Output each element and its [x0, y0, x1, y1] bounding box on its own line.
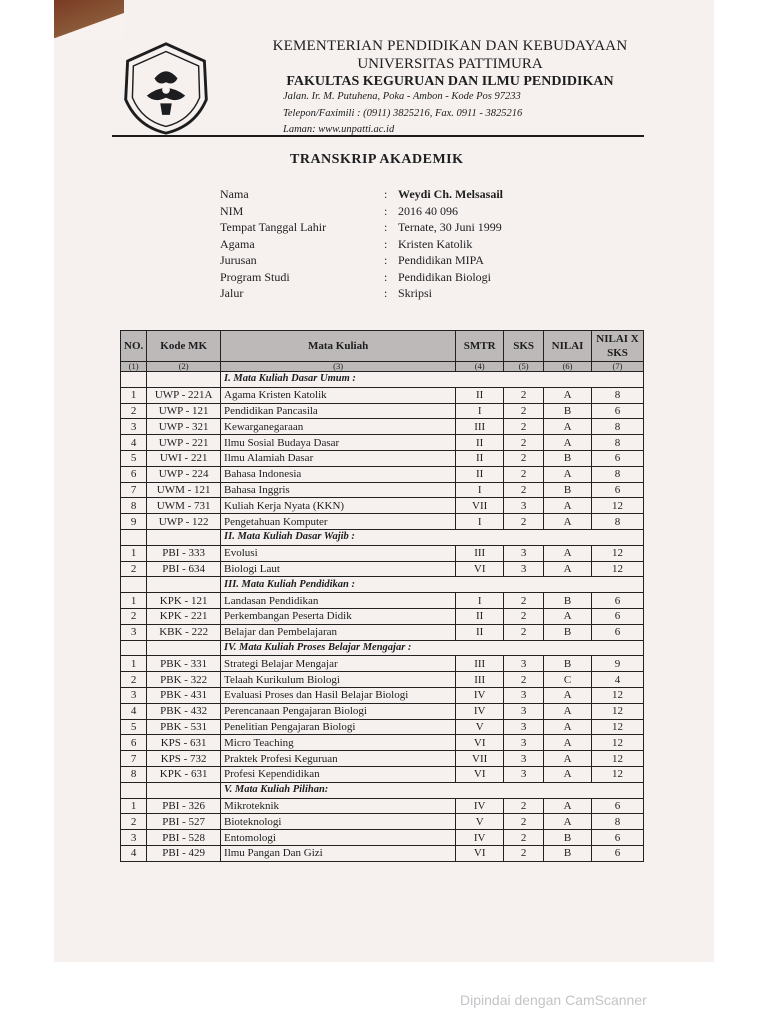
info-value: Pendidikan MIPA: [398, 253, 484, 267]
transcript-table: [120, 330, 644, 862]
grade: B: [544, 656, 592, 672]
info-row: [220, 204, 503, 221]
grade: A: [544, 387, 592, 403]
grade-points: 12: [592, 545, 644, 561]
table-row: [121, 735, 644, 751]
info-label: Jurusan: [220, 253, 257, 267]
course-name: Ilmu Alamiah Dasar: [221, 450, 456, 466]
info-row: [220, 253, 503, 270]
row-number: 1: [121, 593, 147, 609]
info-row: [220, 270, 503, 287]
credits: 2: [504, 608, 544, 624]
table-row: [121, 798, 644, 814]
grade-points: 6: [592, 482, 644, 498]
credits: 2: [504, 672, 544, 688]
info-colon: :: [384, 269, 388, 284]
column-header: SMTR: [456, 331, 504, 362]
semester: IV: [456, 798, 504, 814]
scanner-watermark: Dipindai dengan CamScanner: [460, 992, 647, 1008]
column-header: NILAI X SKS: [592, 331, 644, 362]
credits: 2: [504, 814, 544, 830]
course-code: UWP - 221A: [147, 387, 221, 403]
table-row: [121, 419, 644, 435]
table-row: [121, 719, 644, 735]
grade-points: 12: [592, 687, 644, 703]
course-name: Profesi Kependidikan: [221, 766, 456, 782]
table-row: [121, 703, 644, 719]
row-number: 3: [121, 419, 147, 435]
student-info: [220, 187, 503, 303]
column-index: (5): [504, 362, 544, 372]
course-code: UWM - 731: [147, 498, 221, 514]
semester: VI: [456, 766, 504, 782]
course-name: Pendidikan Pancasila: [221, 403, 456, 419]
credits: 3: [504, 656, 544, 672]
grade-points: 6: [592, 845, 644, 861]
course-name: Mikroteknik: [221, 798, 456, 814]
grade: A: [544, 719, 592, 735]
info-colon: :: [384, 253, 388, 267]
credits: 2: [504, 482, 544, 498]
course-code: UWI - 221: [147, 450, 221, 466]
credits: 2: [504, 466, 544, 482]
grade: B: [544, 624, 592, 640]
grade: A: [544, 735, 592, 751]
semester: IV: [456, 703, 504, 719]
info-row: [220, 237, 503, 254]
grade-points: 8: [592, 419, 644, 435]
info-colon: :: [384, 220, 388, 234]
credits: 3: [504, 766, 544, 782]
course-name: Ilmu Pangan Dan Gizi: [221, 845, 456, 861]
course-name: Praktek Profesi Keguruan: [221, 751, 456, 767]
course-code: PBK - 331: [147, 656, 221, 672]
info-value: Pendidikan Biologi: [398, 269, 491, 284]
column-header: SKS: [504, 331, 544, 362]
course-name: Perencanaan Pengajaran Biologi: [221, 703, 456, 719]
row-number: 4: [121, 435, 147, 451]
grade: A: [544, 814, 592, 830]
column-header: NO.: [121, 331, 147, 362]
table-row: [121, 498, 644, 514]
row-number: 8: [121, 498, 147, 514]
info-label: Nama: [220, 187, 249, 201]
table-row: [121, 687, 644, 703]
course-code: PBI - 528: [147, 830, 221, 846]
course-name: Landasan Pendidikan: [221, 593, 456, 609]
credits: 2: [504, 845, 544, 861]
course-name: Micro Teaching: [221, 735, 456, 751]
section-row: [121, 372, 644, 388]
course-code: PBK - 531: [147, 719, 221, 735]
credits: 2: [504, 419, 544, 435]
info-label: NIM: [220, 203, 244, 218]
info-row: [220, 220, 503, 237]
university-logo-icon: [118, 40, 214, 136]
course-code: UWP - 122: [147, 514, 221, 530]
column-index: (7): [592, 362, 644, 372]
course-code: KPK - 121: [147, 593, 221, 609]
credits: 3: [504, 545, 544, 561]
row-number: 3: [121, 624, 147, 640]
grade: B: [544, 593, 592, 609]
credits: 2: [504, 403, 544, 419]
semester: III: [456, 672, 504, 688]
row-number: 1: [121, 387, 147, 403]
course-code: PBI - 634: [147, 561, 221, 577]
grade: A: [544, 466, 592, 482]
table-row: [121, 608, 644, 624]
info-value: Skripsi: [398, 286, 433, 300]
course-code: KPK - 631: [147, 766, 221, 782]
semester: IV: [456, 830, 504, 846]
grade-points: 6: [592, 608, 644, 624]
column-index: (1): [121, 362, 147, 372]
row-number: 7: [121, 751, 147, 767]
grade-points: 6: [592, 624, 644, 640]
credits: 2: [504, 435, 544, 451]
semester: IV: [456, 687, 504, 703]
table-row: [121, 624, 644, 640]
credits: 3: [504, 751, 544, 767]
website-line: Laman: www.unpatti.ac.id: [283, 124, 395, 135]
column-index: (2): [147, 362, 221, 372]
credits: 3: [504, 735, 544, 751]
course-name: Ilmu Sosial Budaya Dasar: [221, 435, 456, 451]
row-number: 1: [121, 798, 147, 814]
university-name: UNIVERSITAS PATTIMURA: [357, 56, 543, 72]
header-divider: [112, 135, 644, 137]
table-row: [121, 561, 644, 577]
address-line: Jalan. Ir. M. Putuhena, Poka - Ambon - Kode Pos 97233: [283, 91, 521, 102]
grade-points: 12: [592, 498, 644, 514]
info-row: [220, 187, 503, 204]
course-name: Perkembangan Peserta Didik: [221, 608, 456, 624]
info-colon: :: [384, 236, 388, 251]
semester: III: [456, 419, 504, 435]
semester: I: [456, 514, 504, 530]
grade: A: [544, 545, 592, 561]
column-header: Kode MK: [147, 331, 221, 362]
course-name: Penelitian Pengajaran Biologi: [221, 719, 456, 735]
row-number: 3: [121, 687, 147, 703]
semester: III: [456, 656, 504, 672]
grade-points: 8: [592, 466, 644, 482]
row-number: 1: [121, 656, 147, 672]
credits: 2: [504, 514, 544, 530]
course-code: UWP - 321: [147, 419, 221, 435]
table-row: [121, 403, 644, 419]
row-number: 6: [121, 735, 147, 751]
semester: VI: [456, 561, 504, 577]
course-code: KBK - 222: [147, 624, 221, 640]
info-value: Kristen Katolik: [398, 236, 473, 251]
row-number: 9: [121, 514, 147, 530]
row-number: 5: [121, 719, 147, 735]
row-number: 6: [121, 466, 147, 482]
credits: 3: [504, 703, 544, 719]
course-name: Biologi Laut: [221, 561, 456, 577]
grade-points: 12: [592, 719, 644, 735]
credits: 2: [504, 387, 544, 403]
course-name: Belajar dan Pembelajaran: [221, 624, 456, 640]
row-number: 5: [121, 450, 147, 466]
table-row: [121, 845, 644, 861]
page-title: TRANSKRIP AKADEMIK: [290, 152, 464, 167]
grade-points: 8: [592, 814, 644, 830]
grade-points: 6: [592, 798, 644, 814]
grade: B: [544, 450, 592, 466]
grade-points: 6: [592, 450, 644, 466]
grade: B: [544, 482, 592, 498]
semester: I: [456, 482, 504, 498]
grade-points: 6: [592, 830, 644, 846]
row-number: 2: [121, 608, 147, 624]
row-number: 2: [121, 672, 147, 688]
grade: A: [544, 514, 592, 530]
row-number: 2: [121, 561, 147, 577]
course-code: UWM - 121: [147, 482, 221, 498]
grade-points: 12: [592, 766, 644, 782]
column-index: (6): [544, 362, 592, 372]
course-name: Entomologi: [221, 830, 456, 846]
grade: A: [544, 687, 592, 703]
info-label: Tempat Tanggal Lahir: [220, 220, 327, 234]
semester: VII: [456, 498, 504, 514]
info-value: Weydi Ch. Melsasail: [398, 187, 504, 201]
course-name: Telaah Kurikulum Biologi: [221, 672, 456, 688]
semester: V: [456, 719, 504, 735]
grade: A: [544, 703, 592, 719]
info-colon: :: [384, 286, 388, 300]
course-code: KPS - 631: [147, 735, 221, 751]
course-code: UWP - 221: [147, 435, 221, 451]
faculty-name: FAKULTAS KEGURUAN DAN ILMU PENDIDIKAN: [286, 74, 614, 89]
semester: II: [456, 466, 504, 482]
grade: A: [544, 498, 592, 514]
column-header: NILAI: [544, 331, 592, 362]
grade: A: [544, 608, 592, 624]
ministry-name: KEMENTERIAN PENDIDIKAN DAN KEBUDAYAAN: [272, 38, 628, 54]
course-code: UWP - 121: [147, 403, 221, 419]
grade: A: [544, 561, 592, 577]
grade-points: 12: [592, 561, 644, 577]
course-code: PBK - 432: [147, 703, 221, 719]
course-code: PBI - 527: [147, 814, 221, 830]
semester: I: [456, 593, 504, 609]
section-row: [121, 782, 644, 798]
semester: VI: [456, 735, 504, 751]
section-row: [121, 640, 644, 656]
info-colon: :: [384, 203, 388, 218]
section-row: [121, 577, 644, 593]
course-name: Bioteknologi: [221, 814, 456, 830]
course-name: Bahasa Inggris: [221, 482, 456, 498]
course-code: PBI - 429: [147, 845, 221, 861]
grade-points: 6: [592, 403, 644, 419]
course-code: KPK - 221: [147, 608, 221, 624]
grade: B: [544, 830, 592, 846]
semester: V: [456, 814, 504, 830]
section-title: II. Mata Kuliah Dasar Wajib :: [221, 529, 644, 545]
credits: 3: [504, 498, 544, 514]
course-name: Pengetahuan Komputer: [221, 514, 456, 530]
info-label: Jalur: [220, 286, 244, 300]
grade: A: [544, 435, 592, 451]
table-header-row: [121, 331, 644, 362]
scan-background: [0, 0, 54, 1024]
column-index-row: [121, 362, 644, 372]
info-row: [220, 286, 503, 303]
credits: 2: [504, 624, 544, 640]
grade-points: 4: [592, 672, 644, 688]
row-number: 4: [121, 703, 147, 719]
course-code: PBI - 326: [147, 798, 221, 814]
info-colon: :: [384, 187, 388, 201]
info-value: Ternate, 30 Juni 1999: [398, 220, 502, 234]
semester: II: [456, 608, 504, 624]
credits: 3: [504, 561, 544, 577]
course-name: Kewarganegaraan: [221, 419, 456, 435]
table-row: [121, 814, 644, 830]
table-row: [121, 766, 644, 782]
row-number: 7: [121, 482, 147, 498]
row-number: 2: [121, 403, 147, 419]
phone-line: Telepon/Faximili : (0911) 3825216, Fax. 0911 - 3825216: [283, 108, 523, 119]
course-name: Strategi Belajar Mengajar: [221, 656, 456, 672]
row-number: 4: [121, 845, 147, 861]
section-title: IV. Mata Kuliah Proses Belajar Mengajar :: [221, 640, 644, 656]
credits: 3: [504, 687, 544, 703]
table-row: [121, 482, 644, 498]
grade: A: [544, 419, 592, 435]
semester: II: [456, 450, 504, 466]
table-row: [121, 830, 644, 846]
row-number: 1: [121, 545, 147, 561]
grade-points: 9: [592, 656, 644, 672]
info-value: 2016 40 096: [398, 203, 458, 218]
table-row: [121, 672, 644, 688]
table-row: [121, 593, 644, 609]
column-index: (3): [221, 362, 456, 372]
info-label: Program Studi: [220, 269, 290, 284]
grade-points: 12: [592, 751, 644, 767]
row-number: 2: [121, 814, 147, 830]
semester: II: [456, 387, 504, 403]
grade: A: [544, 798, 592, 814]
course-code: PBK - 322: [147, 672, 221, 688]
grade-points: 6: [592, 593, 644, 609]
semester: VI: [456, 845, 504, 861]
semester: II: [456, 435, 504, 451]
table-row: [121, 751, 644, 767]
column-index: (4): [456, 362, 504, 372]
course-name: Agama Kristen Katolik: [221, 387, 456, 403]
credits: 3: [504, 719, 544, 735]
grade-points: 8: [592, 387, 644, 403]
course-code: UWP - 224: [147, 466, 221, 482]
grade-points: 8: [592, 435, 644, 451]
credits: 2: [504, 798, 544, 814]
course-code: PBI - 333: [147, 545, 221, 561]
course-code: PBK - 431: [147, 687, 221, 703]
table-row: [121, 514, 644, 530]
grade-points: 12: [592, 703, 644, 719]
semester: II: [456, 624, 504, 640]
scan-edge-shadow: [54, 0, 124, 38]
semester: VII: [456, 751, 504, 767]
table-row: [121, 435, 644, 451]
course-name: Kuliah Kerja Nyata (KKN): [221, 498, 456, 514]
grade: A: [544, 766, 592, 782]
semester: I: [456, 403, 504, 419]
course-name: Bahasa Indonesia: [221, 466, 456, 482]
info-label: Agama: [220, 236, 255, 251]
credits: 2: [504, 593, 544, 609]
section-title: V. Mata Kuliah Pilihan:: [221, 782, 644, 798]
row-number: 8: [121, 766, 147, 782]
grade: B: [544, 403, 592, 419]
course-code: KPS - 732: [147, 751, 221, 767]
grade: C: [544, 672, 592, 688]
section-title: III. Mata Kuliah Pendidikan :: [221, 577, 644, 593]
course-name: Evaluasi Proses dan Hasil Belajar Biologi: [221, 687, 456, 703]
table-row: [121, 545, 644, 561]
grade-points: 12: [592, 735, 644, 751]
grade: A: [544, 751, 592, 767]
section-row: [121, 529, 644, 545]
table-row: [121, 466, 644, 482]
course-name: Evolusi: [221, 545, 456, 561]
table-row: [121, 387, 644, 403]
section-title: I. Mata Kuliah Dasar Umum :: [221, 372, 644, 388]
column-header: Mata Kuliah: [221, 331, 456, 362]
credits: 2: [504, 450, 544, 466]
semester: III: [456, 545, 504, 561]
table-row: [121, 450, 644, 466]
table-row: [121, 656, 644, 672]
grade: B: [544, 845, 592, 861]
row-number: 3: [121, 830, 147, 846]
credits: 2: [504, 830, 544, 846]
grade-points: 8: [592, 514, 644, 530]
